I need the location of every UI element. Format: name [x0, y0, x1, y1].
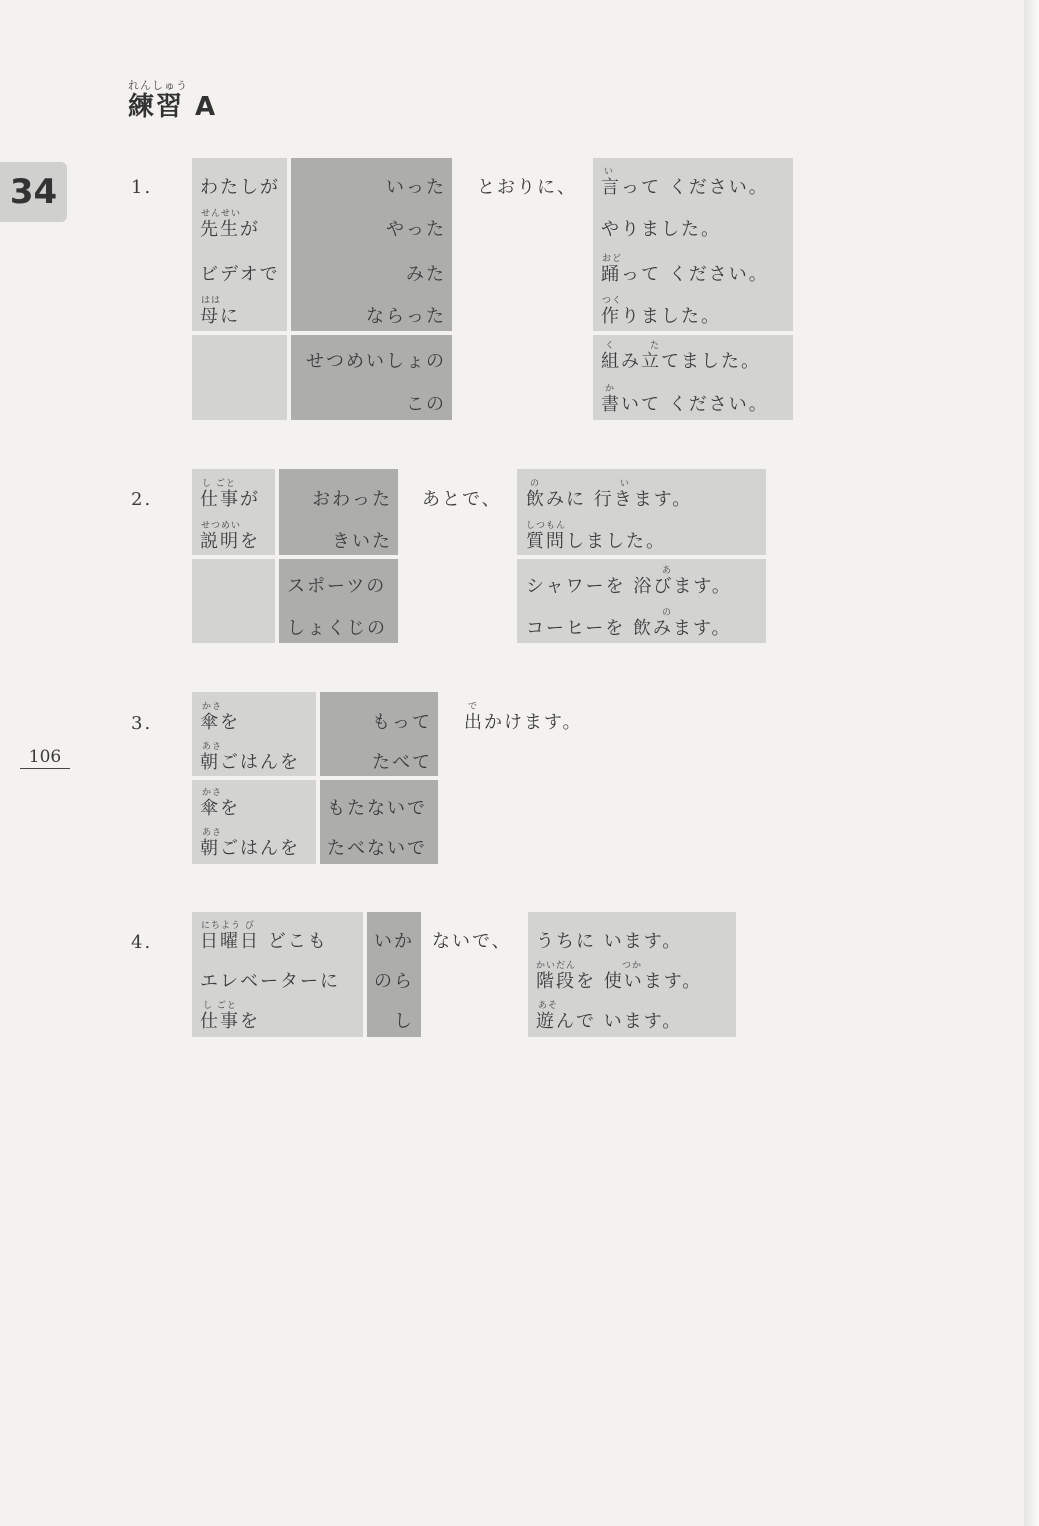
section-heading: [128, 80, 217, 122]
ex3-furigana: あさ: [202, 828, 223, 838]
ex4-furigana: かいだん: [536, 961, 577, 971]
ex3-object: 傘を: [200, 798, 240, 819]
ex1-furigana: はは: [201, 296, 222, 306]
page-edge-shadow: [1024, 0, 1039, 1526]
ex2-verb: おわった: [312, 489, 392, 510]
ex1-result: 言って ください。: [601, 177, 769, 198]
ex4-result: うちに います。: [536, 931, 683, 952]
ex1-result: やりました。: [601, 219, 721, 240]
ex4-verb: のら: [374, 971, 414, 992]
ex1-furigana: おど: [602, 254, 623, 264]
ex1-noun: せつめいしょの: [306, 351, 446, 372]
ex2-result: 質問しました。: [526, 531, 666, 552]
page-number: 106: [20, 746, 70, 769]
ex1-furigana: た: [650, 341, 661, 351]
ex2-furigana: い: [620, 479, 631, 489]
ex1-furigana: か: [605, 384, 616, 394]
ex1-subject: ビデオで: [200, 264, 280, 285]
ex4-furigana: あそ: [538, 1001, 559, 1011]
ex3-furigana: で: [468, 702, 479, 712]
ex3-object: 傘を: [200, 712, 240, 733]
ex3-verb: もって: [372, 712, 432, 733]
ex3-furigana: かさ: [202, 702, 223, 712]
ex1-verb: いった: [386, 177, 446, 198]
ex4-subject: 仕事を: [200, 1011, 260, 1032]
ex1-furigana: く: [605, 341, 616, 351]
ex2-verb: きいた: [332, 531, 392, 552]
exercise-1-number: 1.: [131, 177, 153, 198]
ex4-furigana: つか: [622, 961, 643, 971]
ex2-subject: 説明を: [200, 531, 260, 552]
ex3-verb: もたないで: [327, 798, 427, 819]
ex2-connector: あとで、: [422, 489, 502, 510]
ex3-furigana: あさ: [202, 742, 223, 752]
ex4-furigana: し ごと: [203, 1001, 237, 1011]
ex1-noun: この: [406, 394, 446, 415]
ex3-furigana: かさ: [202, 788, 223, 798]
ex2-furigana: の: [662, 608, 673, 618]
ex2-empty-box: [192, 559, 275, 643]
ex3-verb: たべないで: [327, 838, 427, 859]
ex4-verb: いか: [374, 931, 414, 952]
ex4-result: 階段を 使います。: [536, 971, 703, 992]
exercise-4-number: 4.: [131, 932, 153, 953]
ex1-subject: わたしが: [200, 177, 280, 198]
ex4-subject: エレベーターに: [200, 971, 340, 992]
ex1-subject: 母に: [200, 306, 240, 327]
exercise-3-number: 3.: [131, 713, 153, 734]
ex2-noun: スポーツの: [287, 576, 387, 597]
ex1-verb: みた: [406, 264, 446, 285]
ex4-connector: ないで、: [432, 931, 512, 952]
ex2-subject: 仕事が: [200, 489, 260, 510]
ex4-furigana: にちよう び: [201, 921, 255, 931]
page-title: 練習 A: [128, 92, 218, 122]
ex1-result: 書いて ください。: [601, 394, 769, 415]
ex3-result: 出かけます。: [464, 712, 583, 733]
ex1-connector: とおりに、: [477, 177, 577, 198]
ex1-empty-box: [192, 335, 287, 420]
ex4-verb: し: [394, 1011, 414, 1032]
ex1-furigana: い: [604, 167, 615, 177]
ex2-furigana: の: [530, 479, 541, 489]
ex1-furigana: せんせい: [201, 209, 242, 219]
ex1-result: 組み立てました。: [601, 351, 761, 372]
ex1-verb: やった: [386, 219, 446, 240]
ex3-verb: たべて: [372, 752, 432, 773]
ex2-furigana: あ: [662, 566, 673, 576]
ex2-result: 飲みに 行きます。: [526, 489, 693, 510]
ex4-result: 遊んで います。: [536, 1011, 683, 1032]
ex2-noun: しょくじの: [287, 618, 387, 639]
ex1-furigana: つく: [602, 296, 623, 306]
chapter-tab: 34: [0, 162, 67, 222]
ex2-result: シャワーを 浴びます。: [526, 576, 732, 597]
ex2-furigana: しつもん: [526, 521, 567, 531]
ex1-result: 作りました。: [601, 306, 721, 327]
ex2-result: コーヒーを 飲みます。: [526, 618, 732, 639]
ex2-furigana: し ごと: [202, 479, 236, 489]
exercise-2-number: 2.: [131, 489, 153, 510]
title-furigana: れんしゅう: [128, 79, 188, 92]
ex4-subject: 日曜日 どこも: [200, 931, 328, 952]
ex2-furigana: せつめい: [201, 521, 242, 531]
ex1-verb: ならった: [366, 306, 446, 327]
ex3-object: 朝ごはんを: [200, 838, 300, 859]
ex3-object: 朝ごはんを: [200, 752, 300, 773]
ex1-result: 踊って ください。: [601, 264, 769, 285]
ex1-subject: 先生が: [200, 219, 260, 240]
